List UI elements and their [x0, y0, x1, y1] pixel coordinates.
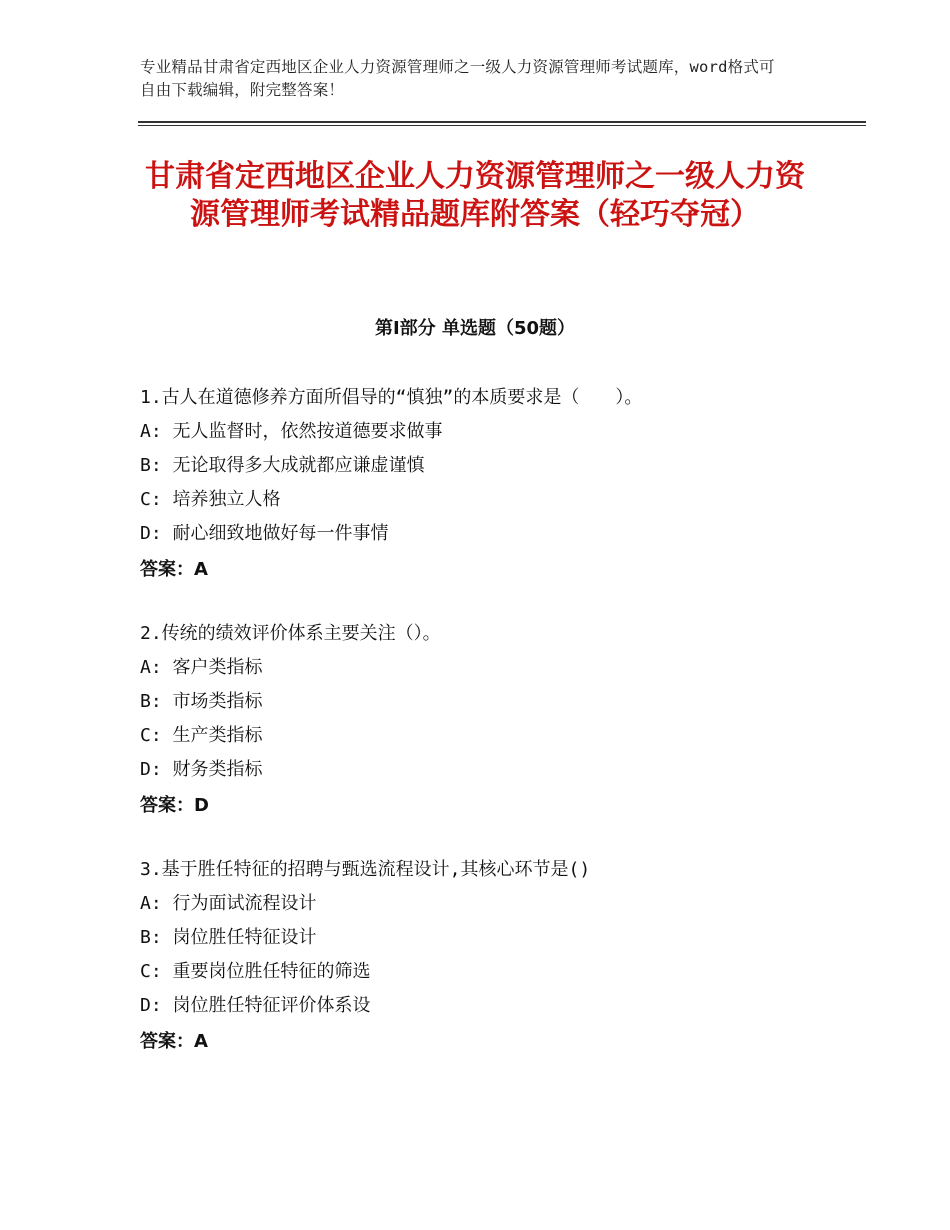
- document-title: 甘肃省定西地区企业人力资源管理师之一级人力资源管理师考试精品题库附答案（轻巧夺冠）: [145, 159, 805, 232]
- option-b: B: 市场类指标: [140, 691, 263, 712]
- option-d: D: 岗位胜任特征评价体系设: [140, 995, 371, 1016]
- question-3: [140, 855, 830, 1059]
- question-list: [140, 383, 830, 1091]
- option-c: C: 培养独立人格: [140, 489, 281, 510]
- header-divider-thick: [138, 121, 866, 123]
- question-stem: 1.古人在道德修养方面所倡导的“慎独”的本质要求是（ ）。: [140, 387, 643, 408]
- option-b: B: 无论取得多大成就都应谦虚谨慎: [140, 455, 425, 476]
- answer-line: 答案：D: [140, 795, 209, 816]
- option-a: A: 行为面试流程设计: [140, 893, 317, 914]
- question-stem: 3.基于胜任特征的招聘与甄选流程设计,其核心环节是(): [140, 859, 591, 880]
- question-2: [140, 619, 830, 823]
- question-1: [140, 383, 830, 587]
- option-b: B: 岗位胜任特征设计: [140, 927, 317, 948]
- option-c: C: 重要岗位胜任特征的筛选: [140, 961, 371, 982]
- option-d: D: 财务类指标: [140, 759, 263, 780]
- option-a: A: 客户类指标: [140, 657, 263, 678]
- option-a: A: 无人监督时，依然按道德要求做事: [140, 421, 443, 442]
- answer-line: 答案：A: [140, 559, 208, 580]
- option-d: D: 耐心细致地做好每一件事情: [140, 523, 389, 544]
- option-c: C: 生产类指标: [140, 725, 263, 746]
- question-stem: 2.传统的绩效评价体系主要关注（）。: [140, 623, 441, 644]
- section-heading: 第Ⅰ部分 单选题（50题）: [374, 318, 575, 339]
- header-divider-thin: [138, 125, 866, 126]
- header-divider: [138, 121, 866, 126]
- answer-line: 答案：A: [140, 1031, 208, 1052]
- header-note: 专业精品甘肃省定西地区企业人力资源管理师之一级人力资源管理师考试题库，word格式可自由下载编辑，附完整答案！: [140, 58, 775, 99]
